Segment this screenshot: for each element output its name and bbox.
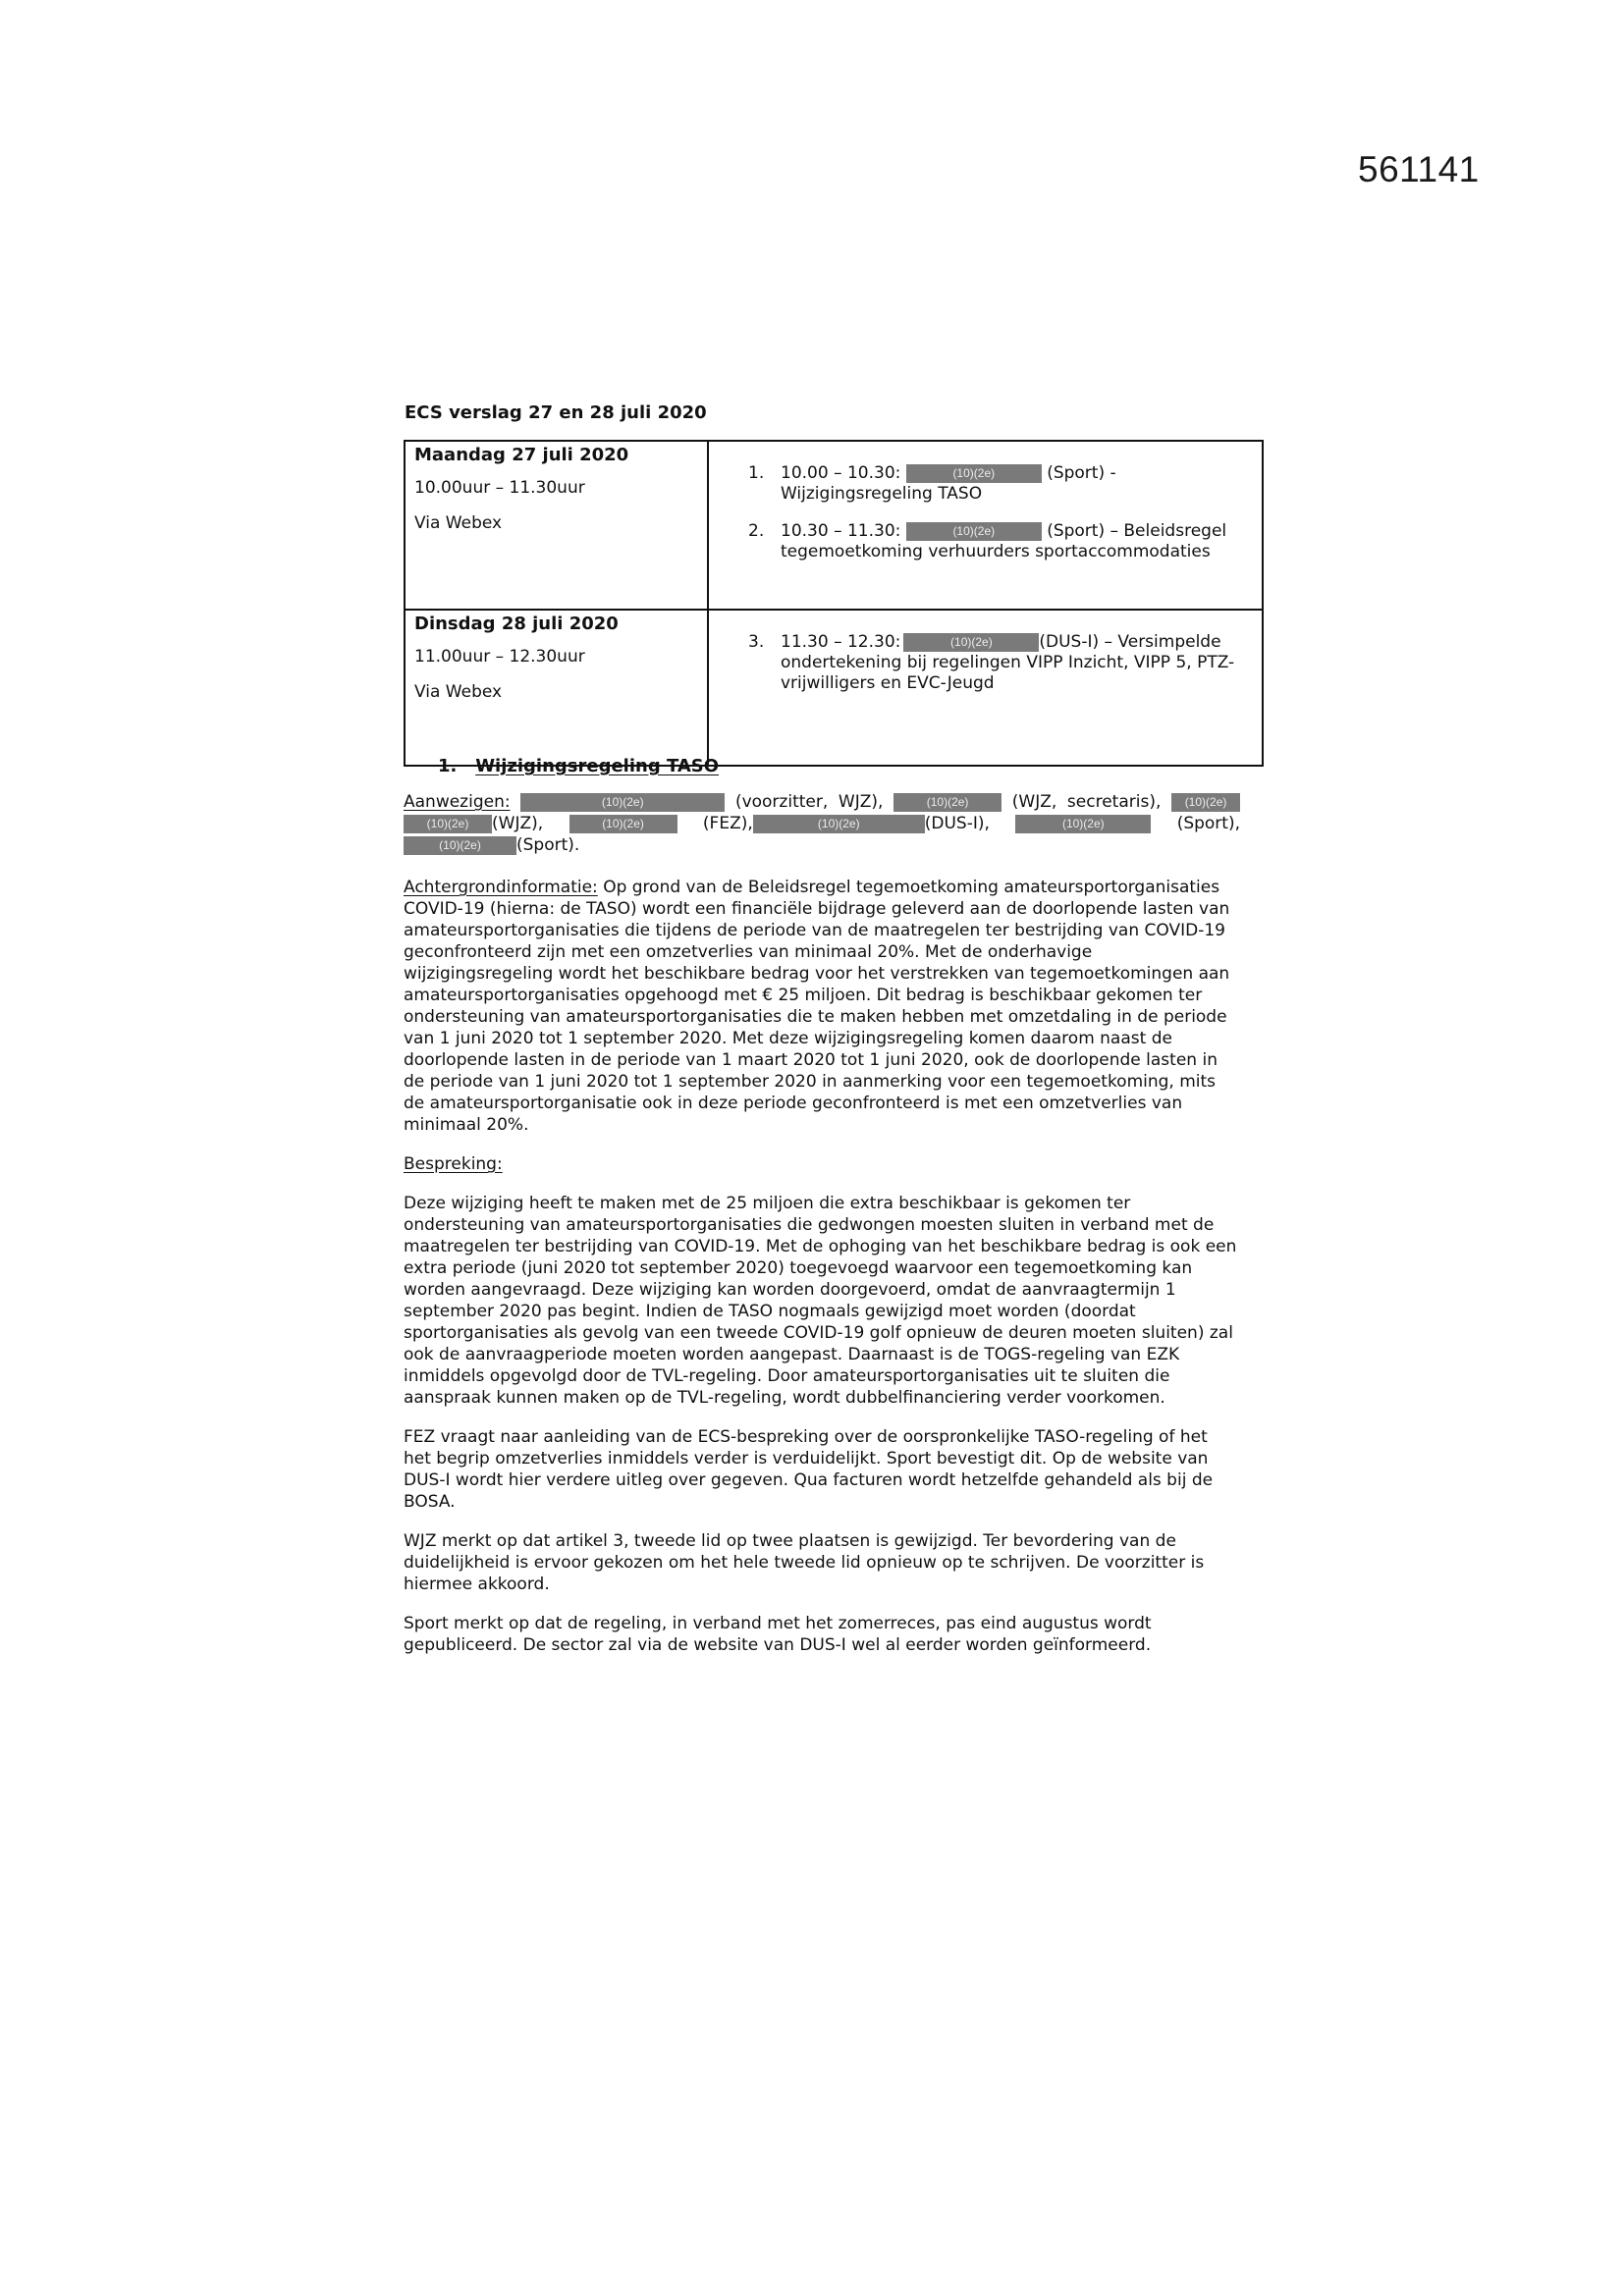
agenda-day1-cell <box>405 441 708 610</box>
agenda-item-1-subject: Wijzigingsregeling TASO <box>781 484 983 504</box>
agenda-item-3: 3. 11.30 – 12.30: (10)(2e) (DUS-I) – Versimpelde ondertekening bij regelingen VIPP Inzicht, VIPP 5, PTZ-vrijwilligers en EVC-Jeugd <box>748 632 1235 693</box>
agenda-day2-items <box>708 610 1263 766</box>
agenda-item-2-owner: (Sport) – Beleidsregel <box>1047 521 1227 541</box>
day1-location: Via Webex <box>414 513 503 533</box>
agenda-item-3-subject: ondertekening bij regelingen VIPP Inzicht, VIPP 5, PTZ-vrijwilligers en EVC-Jeugd <box>781 653 1235 693</box>
section-body <box>404 791 1240 1674</box>
agenda-day2-cell <box>405 610 708 766</box>
discussion-paragraph-4: Sport merkt op dat de regeling, in verband met het zomerreces, pas eind augustus wordt gepubliceerd. De sector zal via de website van DUS-I wel al eerder worden geïnformeerd. <box>404 1614 1152 1655</box>
attendees: Aanwezigen: (10)(2e) (voorzitter, WJZ), (10)(2e) (WJZ, secretaris), (10)(2e) (10)(2e) (WJZ), (10)(2e) (FEZ), (10)(2e) (DUS-I), (10)(2e) (Sport), (10)(2e) (Sport). <box>404 792 1240 855</box>
section-title: Wijzigingsregeling TASO <box>475 756 720 776</box>
section-number: 1. <box>438 756 458 776</box>
redaction-box: (10)(2e) <box>520 793 725 812</box>
redaction-box: (10)(2e) <box>906 464 1042 483</box>
redaction-box: (10)(2e) <box>1171 793 1240 812</box>
agenda-item-1-time: 10.00 – 10.30: <box>781 463 901 483</box>
discussion-label: Bespreking: <box>404 1154 503 1174</box>
redaction-box: (10)(2e) <box>404 836 516 855</box>
attendees-label: Aanwezigen: <box>404 792 511 812</box>
background-text: Op grond van de Beleidsregel tegemoetkoming amateursportorganisaties COVID-19 (hierna: de TASO) wordt een financiële bijdrage geleverd aan de doorlopende lasten van amateursportorganisaties die tijdens de periode van de maatregelen ter bestrijding van COVID-19 geconfronteerd zijn met een omzetverlies van minimaal 20%. Met de onderhavige wijzigingsregeling wordt het beschikbare bedrag voor het verstrekken van tegemoetkomingen aan amateursportorganisaties opgehoogd met € 25 miljoen. Dit bedrag is beschikbaar gekomen ter ondersteuning van amateursportorganisaties die te maken hebben met omzetdaling in de periode van 1 juni 2020 tot 1 september 2020. Met deze wijzigingsregeling komen daarom naast de doorlopende lasten in de periode van 1 maart 2020 tot 1 juni 2020, ook de doorlopende lasten in de periode van 1 juni 2020 tot 1 september 2020 in aanmerking voor een tegemoetkoming, mits de amateursportorganisatie ook in deze periode geconfronteerd is met een omzetverlies van minimaal 20%. <box>404 878 1230 1135</box>
report-title: ECS verslag 27 en 28 juli 2020 <box>405 402 707 423</box>
redaction-box: (10)(2e) <box>906 522 1042 541</box>
day2-date: Dinsdag 28 juli 2020 <box>414 614 619 634</box>
redaction-box: (10)(2e) <box>893 793 1001 812</box>
agenda-item-2-time: 10.30 – 11.30: <box>781 521 901 541</box>
discussion-heading <box>404 1153 1240 1175</box>
agenda-item-3-time: 11.30 – 12.30: <box>781 632 901 652</box>
redaction-box: (10)(2e) <box>569 815 677 833</box>
agenda-item-2-subject: tegemoetkoming verhuurders sportaccommodaties <box>781 542 1211 561</box>
redaction-box: (10)(2e) <box>404 815 492 833</box>
agenda-item-1: 1. 10.00 – 10.30: (10)(2e) (Sport) - Wijzigingsregeling TASO <box>748 463 1116 504</box>
discussion-paragraph-2: FEZ vraagt naar aanleiding van de ECS-bespreking over de oorspronkelijke TASO-regeling of het het begrip omzetverlies inmiddels verder is verduidelijkt. Sport bevestigt dit. Op de website van DUS-I wordt hier verdere uitleg over gegeven. Qua facturen wordt hetzelfde gehandeld als bij de BOSA. <box>404 1427 1214 1512</box>
redaction-box: (10)(2e) <box>1015 815 1151 833</box>
agenda-day1-items <box>708 441 1263 610</box>
redaction-box: (10)(2e) <box>753 815 925 833</box>
background-label: Achtergrondinformatie: <box>404 878 598 897</box>
document-number: 561141 <box>1358 149 1480 189</box>
section-heading <box>438 756 719 776</box>
agenda-table <box>404 440 1264 767</box>
discussion-paragraph-3: WJZ merkt op dat artikel 3, tweede lid op twee plaatsen is gewijzigd. Ter bevordering van de duidelijkheid is ervoor gekozen om het hele tweede lid opnieuw op te schrijven. De voorzitter is hiermee akkoord. <box>404 1531 1205 1594</box>
day1-time: 10.00uur – 11.30uur <box>414 478 585 498</box>
background-paragraph <box>404 877 1240 1136</box>
day2-location: Via Webex <box>414 682 503 702</box>
agenda-item-3-owner: (DUS-I) – Versimpelde <box>1039 632 1221 652</box>
agenda-item-1-owner: (Sport) - <box>1047 463 1116 483</box>
discussion-paragraph-1: Deze wijziging heeft te maken met de 25 miljoen die extra beschikbaar is gekomen ter ondersteuning van amateursportorganisaties die gedwongen moesten sluiten in verband met de maatregelen ter bestrijding van COVID-19. Met de ophoging van het beschikbare bedrag is ook een extra periode (juni 2020 tot september 2020) toegevoegd waarvoor een tegemoetkoming kan worden aangevraagd. Deze wijziging kan worden doorgevoerd, omdat de aanvraagtermijn 1 september 2020 pas begint. Indien de TASO nogmaals gewijzigd moet worden (doordat sportorganisaties als gevolg van een tweede COVID-19 golf opnieuw de deuren moeten sluiten) zal ook de aanvraagperiode moeten worden aangepast. Daarnaast is de TOGS-regeling van EZK inmiddels opgevolgd door de TVL-regeling. Door amateursportorganisaties uit te sluiten die aanspraak kunnen maken op de TVL-regeling, wordt dubbelfinanciering verder voorkomen. <box>404 1194 1237 1408</box>
day2-time: 11.00uur – 12.30uur <box>414 647 585 667</box>
redaction-box: (10)(2e) <box>903 633 1039 652</box>
day1-date: Maandag 27 juli 2020 <box>414 445 629 465</box>
agenda-item-2: 2. 10.30 – 11.30: (10)(2e) (Sport) – Beleidsregel tegemoetkoming verhuurders sportaccommodaties <box>748 521 1227 561</box>
